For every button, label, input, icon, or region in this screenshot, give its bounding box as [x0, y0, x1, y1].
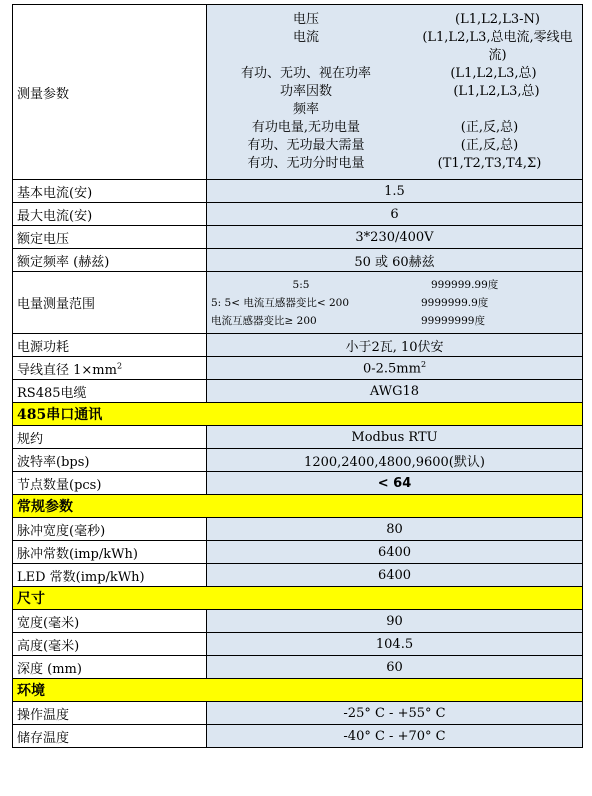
baud-rate-value: 1200,2400,4800,9600(默认) — [207, 449, 583, 472]
storage-temp-label: 储存温度 — [13, 725, 207, 748]
row-node-count — [13, 472, 583, 495]
row-measure-range — [13, 272, 583, 334]
measure-item: 有功、无功、视在功率 (L1,L2,L3,总) — [240, 66, 537, 81]
baud-rate-label: 波特率(bps) — [13, 449, 207, 472]
range-line: 5:5 999999.99度 — [292, 278, 499, 291]
operating-temp-label: 操作温度 — [13, 702, 207, 725]
measure-range-list — [207, 272, 583, 334]
spec-table — [12, 4, 583, 748]
rated-voltage-value: 3*230/400V — [207, 226, 583, 249]
row-basic-current — [13, 180, 583, 203]
row-rs485-cable — [13, 380, 583, 403]
row-rated-frequency — [13, 249, 583, 272]
protocol-label: 规约 — [13, 426, 207, 449]
row-power-consumption — [13, 334, 583, 357]
section-comm — [13, 403, 583, 426]
pulse-constant-label: 脉冲常数(imp/kWh) — [13, 541, 207, 564]
protocol-value: Modbus RTU — [207, 426, 583, 449]
row-pulse-width — [13, 518, 583, 541]
row-rated-voltage — [13, 226, 583, 249]
section-general — [13, 495, 583, 518]
row-depth — [13, 656, 583, 679]
depth-value: 60 — [207, 656, 583, 679]
rated-voltage-label: 额定电压 — [13, 226, 207, 249]
pulse-width-value: 80 — [207, 518, 583, 541]
storage-temp-value: -40° C - +70° C — [207, 725, 583, 748]
row-wire-diameter — [13, 357, 583, 380]
pulse-constant-value: 6400 — [207, 541, 583, 564]
max-current-value: 6 — [207, 203, 583, 226]
row-pulse-constant — [13, 541, 583, 564]
max-current-label: 最大电流(安) — [13, 203, 207, 226]
measure-item: 有功、无功最大需量 (正,反,总) — [247, 138, 519, 153]
section-size-title: 尺寸 — [13, 587, 583, 610]
row-height — [13, 633, 583, 656]
depth-label: 深度 (mm) — [13, 656, 207, 679]
measure-item: 功率因数 (L1,L2,L3,总) — [279, 84, 540, 99]
rs485-cable-label: RS485电缆 — [13, 380, 207, 403]
width-label: 宽度(毫米) — [13, 610, 207, 633]
row-protocol — [13, 426, 583, 449]
section-size — [13, 587, 583, 610]
range-line: 电流互感器变比≥ 200 99999999度 — [211, 314, 485, 327]
height-label: 高度(毫米) — [13, 633, 207, 656]
node-count-value: < 64 — [207, 472, 583, 495]
measure-range-label: 电量测量范围 — [13, 272, 207, 334]
row-width — [13, 610, 583, 633]
rated-frequency-label: 额定频率 (赫兹) — [13, 249, 207, 272]
power-consumption-label: 电源功耗 — [13, 334, 207, 357]
row-max-current — [13, 203, 583, 226]
power-consumption-value: 小于2瓦, 10伏安 — [207, 334, 583, 357]
measurement-list — [207, 5, 583, 180]
measure-item: 电流 (L1,L2,L3,总电流,零线电流) — [292, 30, 573, 63]
basic-current-value: 1.5 — [207, 180, 583, 203]
wire-diameter-value: $0-2.5mm^2$ — [207, 357, 583, 380]
node-count-label: 节点数量(pcs) — [13, 472, 207, 495]
row-storage-temp — [13, 725, 583, 748]
range-line: 5: 5< 电流互感器变比< 200 9999999.9度 — [211, 296, 489, 309]
measure-item: 有功、无功分时电量 (T1,T2,T3,T4,Σ) — [247, 156, 542, 171]
height-value: 104.5 — [207, 633, 583, 656]
row-operating-temp — [13, 702, 583, 725]
basic-current-label: 基本电流(安) — [13, 180, 207, 203]
row-measurement — [13, 5, 583, 180]
section-comm-title: 485串口通讯 — [13, 403, 583, 426]
wire-diameter-label: 导线直径 $1\times mm^2$ — [13, 357, 207, 380]
led-constant-label: LED 常数(imp/kWh) — [13, 564, 207, 587]
width-value: 90 — [207, 610, 583, 633]
section-env — [13, 679, 583, 702]
measure-item: 电压 (L1,L2,L3-N) — [292, 12, 540, 27]
measure-item: 有功电量,无功电量 (正,反,总) — [251, 120, 519, 135]
section-env-title: 环境 — [13, 679, 583, 702]
rated-frequency-value: 50 或 60赫兹 — [207, 249, 583, 272]
pulse-width-label: 脉冲宽度(毫秒) — [13, 518, 207, 541]
row-baud-rate — [13, 449, 583, 472]
row-led-constant — [13, 564, 583, 587]
rs485-cable-value: AWG18 — [207, 380, 583, 403]
led-constant-value: 6400 — [207, 564, 583, 587]
measure-item: 频率 — [292, 102, 319, 117]
operating-temp-value: -25° C - +55° C — [207, 702, 583, 725]
section-general-title: 常规参数 — [13, 495, 583, 518]
measurement-label: 测量参数 — [13, 5, 207, 180]
